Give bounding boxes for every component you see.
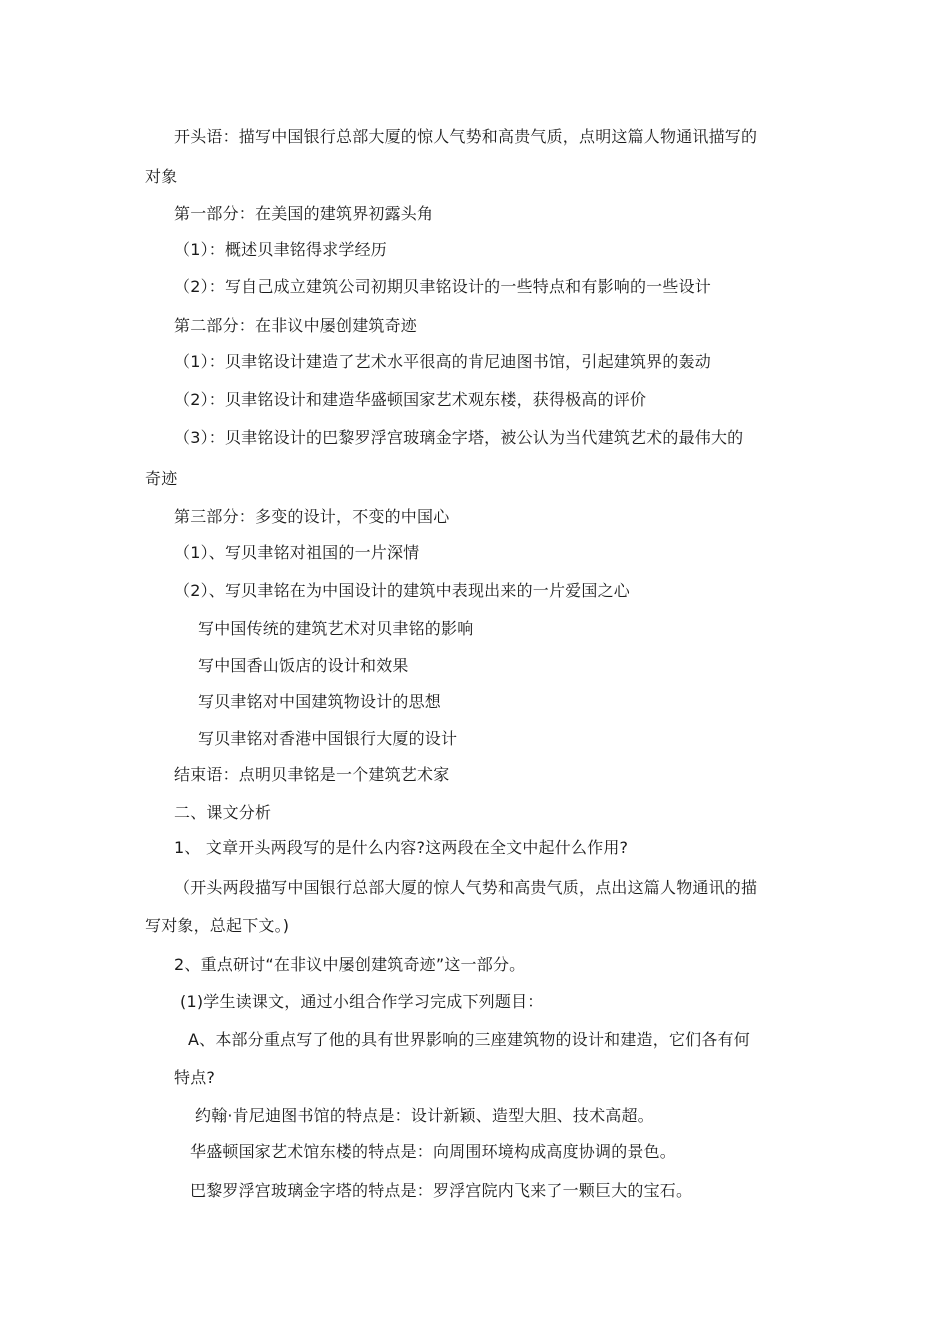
text-line: 写贝聿铭对中国建筑物设计的思想 bbox=[198, 692, 442, 711]
text-line: （1）、写贝聿铭对祖国的一片深情 bbox=[174, 543, 420, 562]
text-line: （1）：概述贝聿铭得求学经历 bbox=[174, 240, 387, 259]
text-line: 奇迹 bbox=[145, 469, 178, 488]
text-line: 对象 bbox=[145, 167, 178, 186]
text-line: 约翰·肯尼迪图书馆的特点是：设计新颖、造型大胆、技术高超。 bbox=[195, 1106, 654, 1125]
text-line: （1）：贝聿铭设计建造了艺术水平很高的肯尼迪图书馆，引起建筑界的轰动 bbox=[174, 352, 711, 371]
text-line: 二、课文分析 bbox=[174, 803, 272, 822]
text-line: A、本部分重点写了他的具有世界影响的三座建筑物的设计和建造，它们各有何 bbox=[188, 1030, 750, 1049]
text-line: 巴黎罗浮宫玻璃金字塔的特点是：罗浮宫院内飞来了一颗巨大的宝石。 bbox=[190, 1181, 693, 1200]
text-line: 2、重点研讨“在非议中屡创建筑奇迹”这一部分。 bbox=[174, 955, 526, 974]
text-line: （3）：贝聿铭设计的巴黎罗浮宫玻璃金字塔，被公认为当代建筑艺术的最伟大的 bbox=[174, 428, 744, 447]
text-line: (1)学生读课文，通过小组合作学习完成下列题目： bbox=[180, 992, 544, 1011]
text-line: 第二部分：在非议中屡创建筑奇迹 bbox=[174, 316, 418, 335]
text-line: 写对象，总起下文。) bbox=[145, 916, 290, 935]
text-line: （2）：写自己成立建筑公司初期贝聿铭设计的一些特点和有影响的一些设计 bbox=[174, 277, 711, 296]
text-line: 第三部分：多变的设计，不变的中国心 bbox=[174, 507, 450, 526]
text-line: （2）、写贝聿铭在为中国设计的建筑中表现出来的一片爱国之心 bbox=[174, 581, 630, 600]
text-line: 写中国传统的建筑艺术对贝聿铭的影响 bbox=[198, 619, 474, 638]
text-line: （开头两段描写中国银行总部大厦的惊人气势和高贵气质，点出这篇人物通讯的描 bbox=[174, 878, 758, 897]
text-line: 结束语：点明贝聿铭是一个建筑艺术家 bbox=[174, 765, 450, 784]
text-line: 1、 文章开头两段写的是什么内容?这两段在全文中起什么作用? bbox=[174, 838, 629, 857]
text-line: （2）：贝聿铭设计和建造华盛顿国家艺术观东楼，获得极高的评价 bbox=[174, 390, 647, 409]
text-line: 第一部分：在美国的建筑界初露头角 bbox=[174, 204, 434, 223]
text-line: 特点? bbox=[174, 1068, 216, 1087]
text-line: 写中国香山饭店的设计和效果 bbox=[198, 656, 409, 675]
text-line: 写贝聿铭对香港中国银行大厦的设计 bbox=[198, 729, 458, 748]
text-line: 开头语：描写中国银行总部大厦的惊人气势和高贵气质，点明这篇人物通讯描写的 bbox=[174, 127, 758, 146]
text-line: 华盛顿国家艺术馆东楼的特点是：向周围环境构成高度协调的景色。 bbox=[190, 1142, 677, 1161]
